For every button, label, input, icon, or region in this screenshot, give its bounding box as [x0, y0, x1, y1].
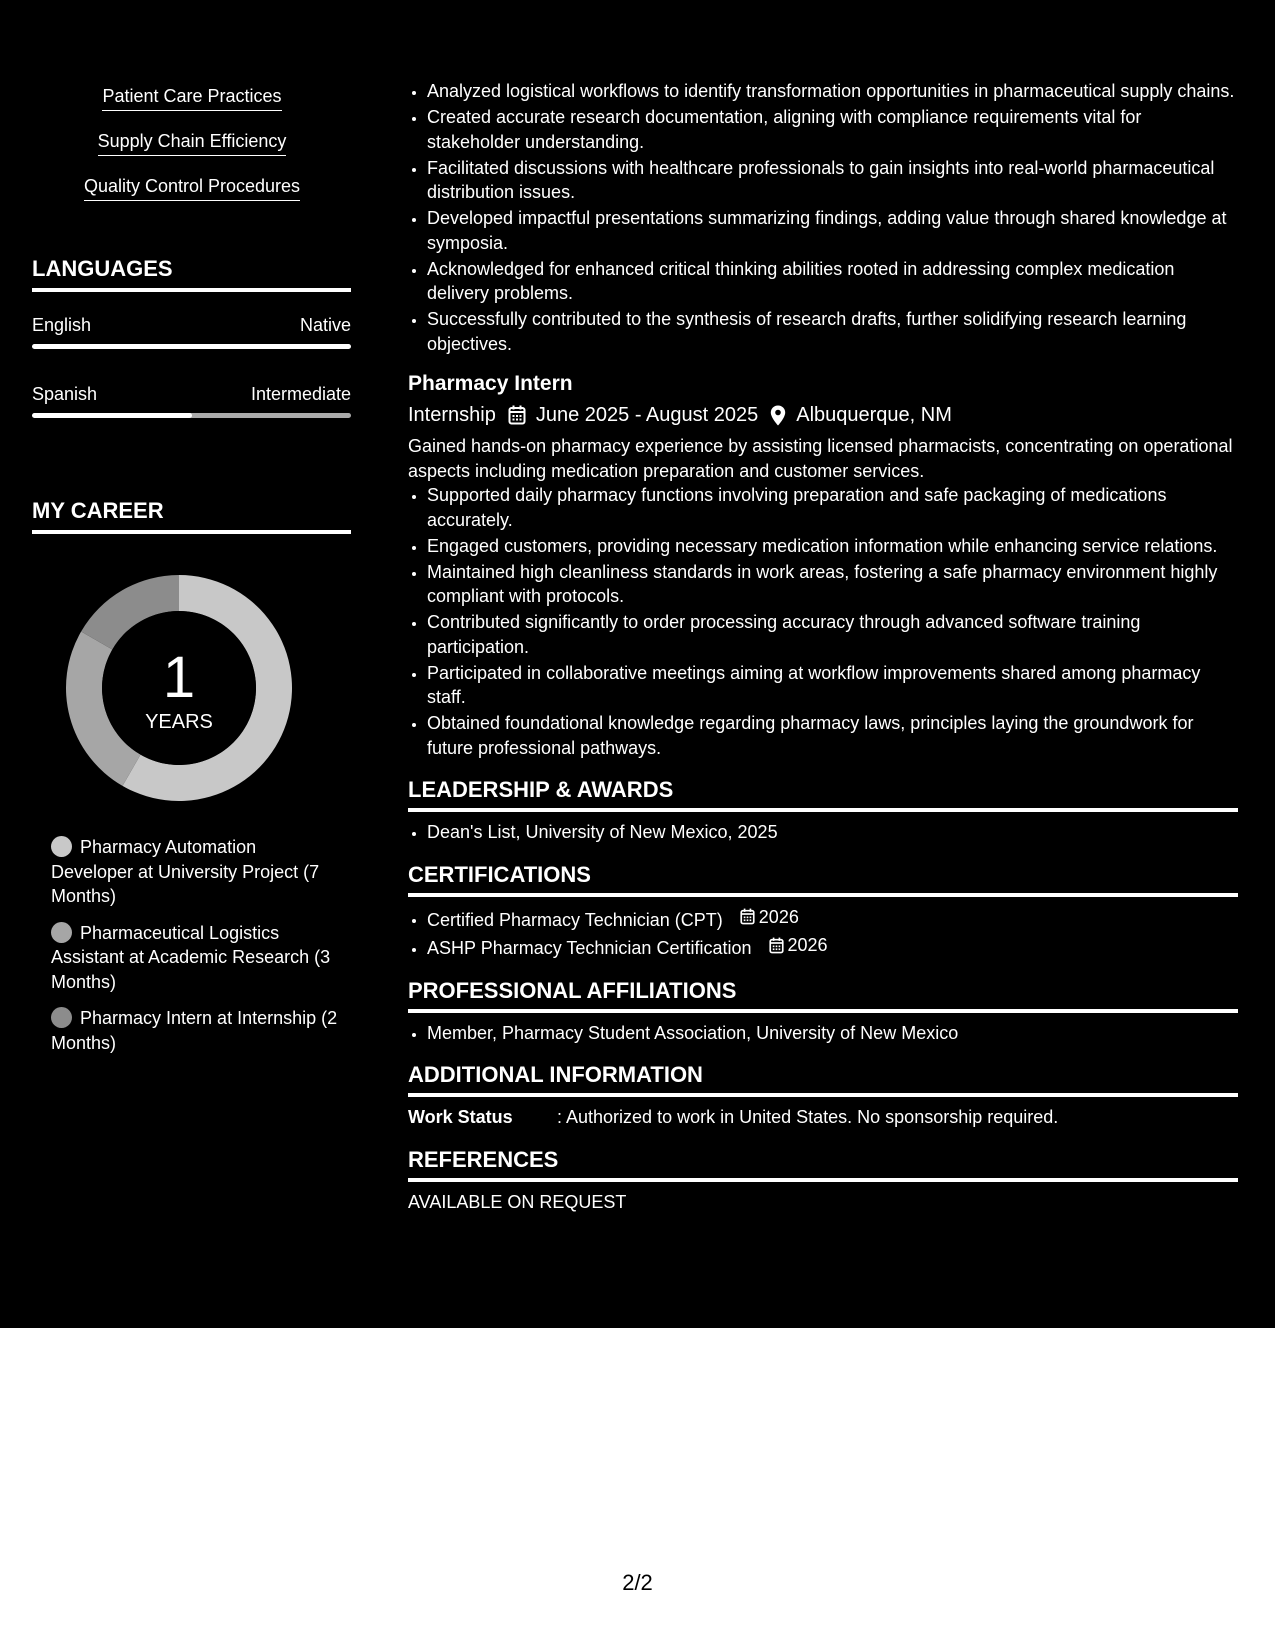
- bullet-item: • Engaged customers, providing necessary medication information while enhancing service relations.: [427, 534, 1238, 559]
- bullet-item: • Maintained high cleanliness standards in work areas, fostering a safe pharmacy environment highly compliant with protocols.: [427, 560, 1238, 609]
- skills-list: [32, 85, 352, 220]
- job-bullets: [408, 483, 1238, 760]
- work-status-value: : Authorized to work in United States. No sponsorship required.: [557, 1107, 1059, 1127]
- language-bar: [32, 413, 351, 418]
- job-title: Pharmacy Intern: [408, 372, 573, 395]
- location-pin-icon: [770, 405, 786, 426]
- job-meta: [408, 402, 1238, 428]
- bullet-item: • Developed impactful presentations summarizing findings, adding value through shared knowledge at symposia.: [427, 206, 1238, 255]
- work-status-row: [408, 1105, 1238, 1130]
- bullet-item: • Successfully contributed to the synthesis of research drafts, further solidifying research learning objectives.: [427, 307, 1238, 356]
- language-name: English: [32, 315, 92, 335]
- certification-year: 2026: [758, 906, 799, 927]
- bullet-item: • Contributed significantly to order processing accuracy through advanced software training participation.: [427, 610, 1238, 659]
- leadership-list: [408, 820, 1238, 845]
- skill-item: Patient Care Practices: [102, 85, 281, 111]
- previous-job-bullets: [408, 79, 1238, 356]
- work-status-label: Work Status: [408, 1107, 513, 1127]
- legend-dot: [51, 1007, 72, 1028]
- career-heading: MY CAREER: [32, 498, 351, 534]
- bullet-item: • Obtained foundational knowledge regarding pharmacy laws, principles laying the groundwork for future professional pathways.: [427, 711, 1238, 760]
- skill-item: Supply Chain Efficiency: [98, 130, 287, 156]
- career-years-number: 1: [162, 645, 196, 710]
- bullet-item: • Acknowledged for enhanced critical thinking abilities rooted in addressing complex medication delivery problems.: [427, 257, 1238, 306]
- additional-info-heading: ADDITIONAL INFORMATION: [408, 1062, 1238, 1097]
- calendar-icon: [769, 937, 784, 954]
- certification-item: [427, 933, 1238, 960]
- legend-dot: [51, 922, 72, 943]
- references-text: AVAILABLE ON REQUEST: [408, 1191, 627, 1212]
- job-company: Internship: [408, 404, 496, 426]
- bullet-item: • Participated in collaborative meetings aiming at workflow improvements shared among pharmacy staff.: [427, 661, 1238, 710]
- page-number: 2/2: [622, 1570, 653, 1595]
- career-legend-item: [51, 1006, 341, 1055]
- language-row: [32, 314, 351, 336]
- certification-year: 2026: [787, 935, 828, 956]
- references-heading: REFERENCES: [408, 1147, 1238, 1182]
- language-level: Intermediate: [250, 384, 351, 404]
- affiliation-item: • Member, Pharmacy Student Association, University of New Mexico: [427, 1021, 1238, 1046]
- certification-name: Certified Pharmacy Technician (CPT): [427, 909, 723, 930]
- language-row: [32, 383, 351, 405]
- leadership-heading: LEADERSHIP & AWARDS: [408, 777, 1238, 812]
- calendar-icon: [740, 908, 755, 925]
- language-bar-fill: [32, 344, 351, 349]
- bullet-item: • Supported daily pharmacy functions involving preparation and safe packaging of medications accurately.: [427, 483, 1238, 532]
- bullet-item: • Analyzed logistical workflows to identify transformation opportunities in pharmaceutical supply chains.: [427, 79, 1238, 104]
- certification-item: [427, 905, 1238, 932]
- bullet-item: • Created accurate research documentation, aligning with compliance requirements vital for stakeholder understanding.: [427, 105, 1238, 154]
- affiliations-list: [408, 1021, 1238, 1046]
- bullet-item: • Facilitated discussions with healthcare professionals to gain insights into real-world pharmaceutical distribution issues.: [427, 156, 1238, 205]
- language-level: Native: [299, 315, 351, 335]
- career-donut-chart: [66, 575, 292, 801]
- sidebar: [0, 0, 382, 1328]
- language-bar-fill: [32, 413, 192, 418]
- award-item: • Dean's List, University of New Mexico, 2025: [427, 820, 1238, 845]
- career-item-text: Pharmacy Intern at Internship (2 Months): [51, 1008, 338, 1053]
- job-dates: June 2025 - August 2025: [535, 404, 759, 426]
- career-legend-item: [51, 835, 341, 909]
- certifications-list: [408, 905, 1238, 961]
- career-years-unit: YEARS: [145, 711, 213, 733]
- certifications-heading: CERTIFICATIONS: [408, 862, 1238, 897]
- career-legend-item: [51, 921, 341, 995]
- main-content: [382, 0, 1275, 1328]
- language-name: Spanish: [32, 384, 98, 404]
- skill-item: Quality Control Procedures: [84, 175, 300, 201]
- career-legend: [51, 835, 341, 1067]
- job-location: Albuquerque, NM: [796, 404, 952, 426]
- job-description: Gained hands-on pharmacy experience by assisting licensed pharmacists, concentrating on operational aspects including medication preparation and customer services.: [408, 436, 1233, 481]
- career-item-text: Pharmaceutical Logistics Assistant at Academic Research (3 Months): [51, 922, 331, 992]
- affiliations-heading: PROFESSIONAL AFFILIATIONS: [408, 978, 1238, 1013]
- calendar-icon: [508, 405, 526, 425]
- languages-heading: LANGUAGES: [32, 256, 351, 292]
- certification-name: ASHP Pharmacy Technician Certification: [427, 938, 752, 958]
- legend-dot: [51, 836, 72, 857]
- career-item-text: Pharmacy Automation Developer at University Project (7 Months): [51, 837, 320, 906]
- language-bar: [32, 344, 351, 349]
